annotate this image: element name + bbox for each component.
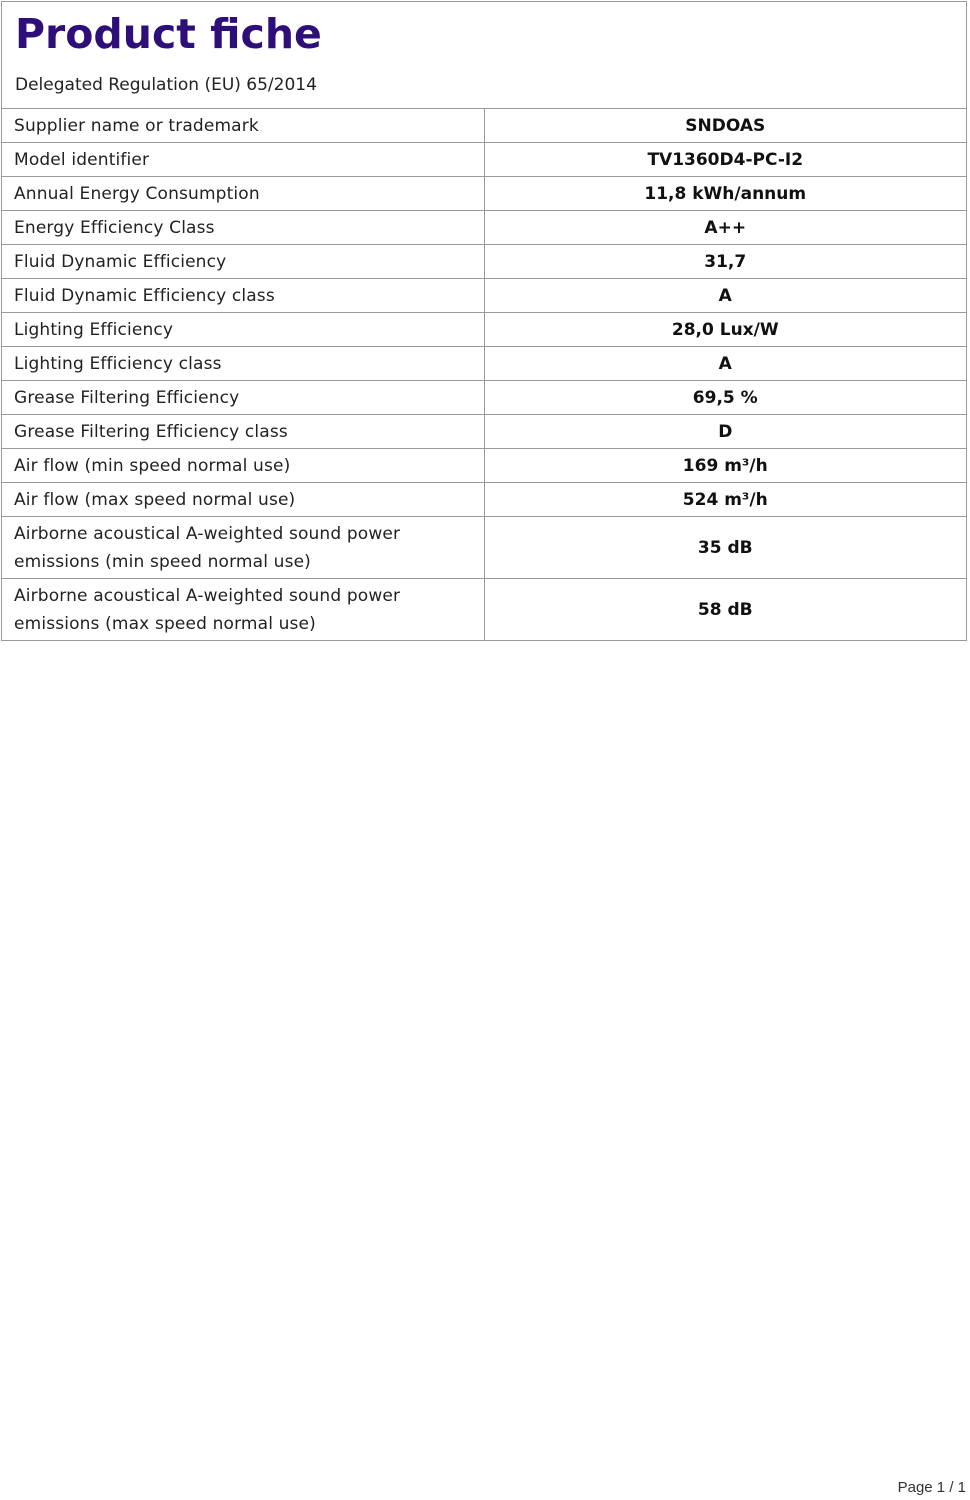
- table-row: [2, 279, 966, 313]
- row-label: Airborne acoustical A-weighted sound power emissions (max speed normal use): [2, 579, 484, 641]
- row-label: Supplier name or trademark: [2, 109, 484, 143]
- row-value: A: [484, 347, 966, 381]
- table-row: [2, 347, 966, 381]
- regulation-subtitle: Delegated Regulation (EU) 65/2014: [15, 75, 317, 95]
- table-row: [2, 211, 966, 245]
- fiche-header: [2, 2, 966, 109]
- page-number: Page 1 / 1: [897, 1479, 966, 1496]
- table-row: [2, 381, 966, 415]
- row-value: 11,8 kWh/annum: [484, 177, 966, 211]
- row-value: D: [484, 415, 966, 449]
- row-value: 58 dB: [484, 579, 966, 641]
- table-row: [2, 517, 966, 579]
- row-value: 35 dB: [484, 517, 966, 579]
- page-title: Product fiche: [15, 10, 322, 58]
- table-row: [2, 109, 966, 143]
- row-label: Fluid Dynamic Efficiency: [2, 245, 484, 279]
- row-value: TV1360D4-PC-I2: [484, 143, 966, 177]
- row-label: Grease Filtering Efficiency: [2, 381, 484, 415]
- row-label: Grease Filtering Efficiency class: [2, 415, 484, 449]
- row-value: A++: [484, 211, 966, 245]
- row-value: 524 m³/h: [484, 483, 966, 517]
- product-fiche-sheet: [1, 1, 967, 641]
- row-label: Annual Energy Consumption: [2, 177, 484, 211]
- row-label: Model identifier: [2, 143, 484, 177]
- table-row: [2, 143, 966, 177]
- row-value: 169 m³/h: [484, 449, 966, 483]
- row-label: Energy Efficiency Class: [2, 211, 484, 245]
- row-value: A: [484, 279, 966, 313]
- table-row: [2, 313, 966, 347]
- row-label: Air flow (min speed normal use): [2, 449, 484, 483]
- row-value: 31,7: [484, 245, 966, 279]
- fiche-table: [2, 109, 966, 640]
- row-value: 28,0 Lux/W: [484, 313, 966, 347]
- row-value: 69,5 %: [484, 381, 966, 415]
- table-row: [2, 483, 966, 517]
- row-label: Fluid Dynamic Efficiency class: [2, 279, 484, 313]
- row-label: Air flow (max speed normal use): [2, 483, 484, 517]
- table-row: [2, 245, 966, 279]
- table-row: [2, 415, 966, 449]
- table-row: [2, 177, 966, 211]
- row-label: Lighting Efficiency class: [2, 347, 484, 381]
- table-row: [2, 449, 966, 483]
- row-label: Airborne acoustical A-weighted sound power emissions (min speed normal use): [2, 517, 484, 579]
- row-label: Lighting Efficiency: [2, 313, 484, 347]
- row-value: SNDOAS: [685, 115, 766, 136]
- table-row: [2, 579, 966, 641]
